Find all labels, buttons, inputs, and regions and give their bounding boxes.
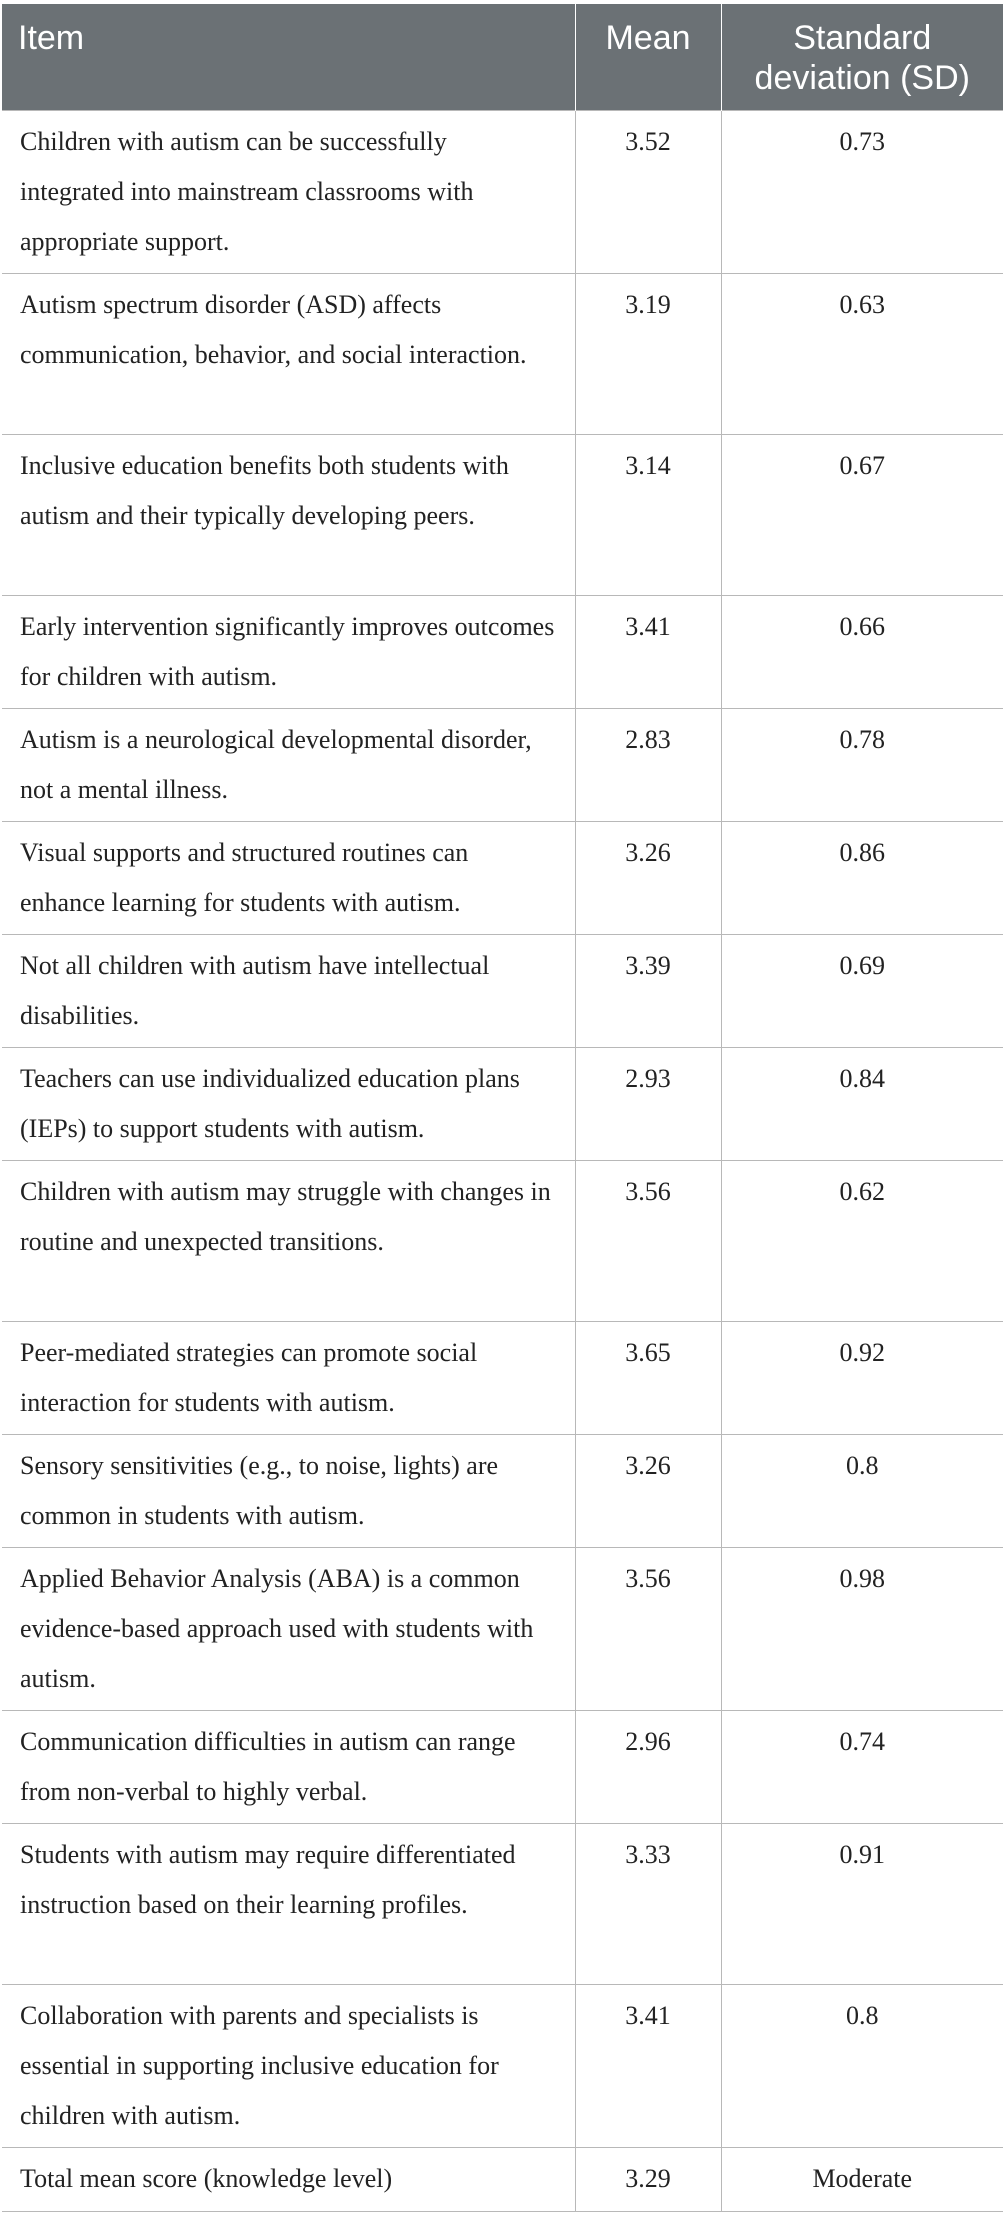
table-row bbox=[2, 274, 1003, 435]
mean-cell: 3.14 bbox=[575, 435, 721, 596]
item-cell: Applied Behavior Analysis (ABA) is a common evidence-based approach used with students with autism. bbox=[2, 1548, 575, 1711]
item-cell: Sensory sensitivities (e.g., to noise, lights) are common in students with autism. bbox=[2, 1435, 575, 1548]
mean-cell: 3.65 bbox=[575, 1322, 721, 1435]
sd-cell: 0.8 bbox=[721, 1435, 1003, 1548]
sd-cell: 0.67 bbox=[721, 435, 1003, 596]
mean-cell: 3.19 bbox=[575, 274, 721, 435]
sd-cell: 0.74 bbox=[721, 1711, 1003, 1824]
mean-cell: 3.41 bbox=[575, 1985, 721, 2148]
mean-cell: 3.52 bbox=[575, 111, 721, 274]
header-row bbox=[2, 4, 1003, 111]
table-row bbox=[2, 1161, 1003, 1322]
item-cell: Teachers can use individualized education plans (IEPs) to support students with autism. bbox=[2, 1048, 575, 1161]
mean-cell: 3.56 bbox=[575, 1548, 721, 1711]
header-item: Item bbox=[2, 4, 575, 111]
item-cell: Inclusive education benefits both students with autism and their typically developing peers. bbox=[2, 435, 575, 596]
knowledge-level-cell: Moderate bbox=[721, 2148, 1003, 2212]
item-cell: Collaboration with parents and specialists is essential in supporting inclusive education for children with autism. bbox=[2, 1985, 575, 2148]
total-row bbox=[2, 2148, 1003, 2212]
item-cell: Early intervention significantly improves outcomes for children with autism. bbox=[2, 596, 575, 709]
table-row bbox=[2, 935, 1003, 1048]
table-row bbox=[2, 1435, 1003, 1548]
mean-cell: 2.83 bbox=[575, 709, 721, 822]
sd-cell: 0.73 bbox=[721, 111, 1003, 274]
item-cell: Autism is a neurological developmental disorder, not a mental illness. bbox=[2, 709, 575, 822]
item-cell: Communication difficulties in autism can range from non-verbal to highly verbal. bbox=[2, 1711, 575, 1824]
table-row bbox=[2, 1322, 1003, 1435]
mean-cell: 3.56 bbox=[575, 1161, 721, 1322]
item-cell: Children with autism may struggle with changes in routine and unexpected transitions. bbox=[2, 1161, 575, 1322]
sd-cell: 0.78 bbox=[721, 709, 1003, 822]
table-row bbox=[2, 1824, 1003, 1985]
table-row bbox=[2, 1985, 1003, 2148]
sd-cell: 0.8 bbox=[721, 1985, 1003, 2148]
mean-cell: 2.96 bbox=[575, 1711, 721, 1824]
table-row bbox=[2, 1548, 1003, 1711]
table-row bbox=[2, 709, 1003, 822]
item-cell: Children with autism can be successfully integrated into mainstream classrooms with appropriate support. bbox=[2, 111, 575, 274]
sd-cell: 0.98 bbox=[721, 1548, 1003, 1711]
item-cell: Peer-mediated strategies can promote social interaction for students with autism. bbox=[2, 1322, 575, 1435]
mean-cell: 3.41 bbox=[575, 596, 721, 709]
sd-cell: 0.91 bbox=[721, 1824, 1003, 1985]
table-row bbox=[2, 822, 1003, 935]
sd-cell: 0.63 bbox=[721, 274, 1003, 435]
table-row bbox=[2, 1048, 1003, 1161]
sd-cell: 0.69 bbox=[721, 935, 1003, 1048]
mean-cell: 3.26 bbox=[575, 1435, 721, 1548]
header-sd: Standard deviation (SD) bbox=[721, 4, 1003, 111]
table-row bbox=[2, 435, 1003, 596]
table-row bbox=[2, 111, 1003, 274]
header-mean: Mean bbox=[575, 4, 721, 111]
item-cell: Visual supports and structured routines can enhance learning for students with autism. bbox=[2, 822, 575, 935]
mean-cell: 3.33 bbox=[575, 1824, 721, 1985]
mean-cell: 3.39 bbox=[575, 935, 721, 1048]
table-row bbox=[2, 1711, 1003, 1824]
item-cell: Students with autism may require differentiated instruction based on their learning profiles. bbox=[2, 1824, 575, 1985]
mean-cell: 3.26 bbox=[575, 822, 721, 935]
item-cell: Autism spectrum disorder (ASD) affects communication, behavior, and social interaction. bbox=[2, 274, 575, 435]
sd-cell: 0.66 bbox=[721, 596, 1003, 709]
sd-cell: 0.62 bbox=[721, 1161, 1003, 1322]
item-cell: Not all children with autism have intellectual disabilities. bbox=[2, 935, 575, 1048]
total-label-cell: Total mean score (knowledge level) bbox=[2, 2148, 575, 2212]
sd-cell: 0.92 bbox=[721, 1322, 1003, 1435]
knowledge-table bbox=[2, 4, 1003, 2212]
table-row bbox=[2, 596, 1003, 709]
total-mean-cell: 3.29 bbox=[575, 2148, 721, 2212]
mean-cell: 2.93 bbox=[575, 1048, 721, 1161]
sd-cell: 0.84 bbox=[721, 1048, 1003, 1161]
sd-cell: 0.86 bbox=[721, 822, 1003, 935]
